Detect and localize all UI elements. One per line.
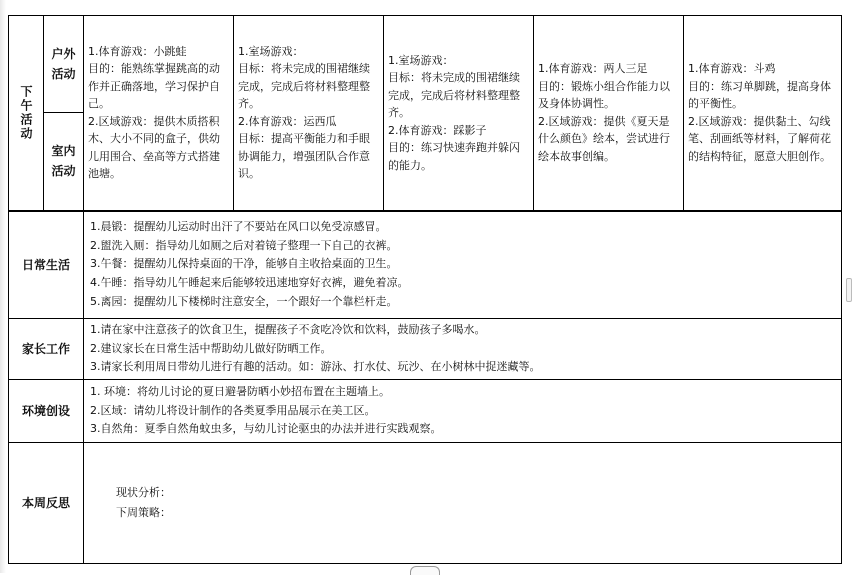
parent-work-list bbox=[84, 319, 841, 379]
page-edge-marker bbox=[846, 278, 852, 302]
parent-work-label-cell bbox=[9, 319, 84, 380]
day-5-line-2: 目的：练习单脚跳，提高身体的平衡性。 bbox=[688, 79, 831, 111]
afternoon-label-cell bbox=[9, 16, 44, 211]
environment-item-2: 2.区域：请幼儿将设计制作的各类夏季用品展示在美工区。 bbox=[90, 403, 376, 417]
day-1-line-2: 目的：能熟练掌握跳高的动作并正确落地，学习保护自己。 bbox=[88, 62, 220, 111]
parent-work-item-1: 1.请在家中注意孩子的饮食卫生，提醒孩子不贪吃冷饮和饮料，鼓励孩子多喝水。 bbox=[90, 323, 486, 337]
day-3-line-2: 目标：将未完成的围裙继续完成，完成后将材料整理整齐。 bbox=[388, 71, 520, 119]
daily-life-list bbox=[84, 216, 841, 313]
day-2-content bbox=[234, 41, 383, 185]
parent-work-item-2: 2.建议家长在日常生活中帮助幼儿做好防晒工作。 bbox=[90, 341, 332, 355]
day-5-content bbox=[684, 58, 841, 167]
day-4-content bbox=[534, 58, 683, 167]
afternoon-label: 下午活动 bbox=[19, 84, 33, 141]
environment-item-1: 1. 环境：将幼儿讨论的夏日避暑防晒小妙招布置在主题墙上。 bbox=[90, 385, 390, 399]
environment-item-3: 3.自然角：夏季自然角蚊虫多，与幼儿讨论驱虫的办法并进行实践观察。 bbox=[90, 422, 442, 436]
daily-life-content-cell bbox=[84, 211, 842, 319]
environment-row bbox=[9, 380, 842, 443]
indoor-label: 室内活动 bbox=[51, 144, 76, 179]
daily-life-label-cell bbox=[9, 211, 84, 319]
environment-label: 环境创设 bbox=[21, 404, 70, 418]
daily-life-item-4: 4.午睡：指导幼儿午睡起来后能够较迅速地穿好衣裤，避免着凉。 bbox=[90, 276, 409, 290]
reflection-row bbox=[9, 443, 842, 564]
day-4-cell bbox=[534, 16, 684, 211]
outdoor-label: 户外活动 bbox=[51, 47, 76, 81]
reflection-label-cell bbox=[9, 443, 84, 564]
parent-work-content-cell bbox=[84, 319, 842, 380]
day-4-line-2: 目的：锻炼小组合作能力以及身体协调性。 bbox=[538, 79, 670, 111]
reflection-label: 本周反思 bbox=[21, 496, 70, 510]
afternoon-outdoor-row bbox=[9, 16, 842, 113]
day-4-line-3: 2.区域游戏：提供《夏天是什么颜色》绘本，尝试进行绘本故事创编。 bbox=[538, 114, 670, 163]
day-1-line-3: 2.区域游戏：提供木质搭积木、大小不同的盒子，供幼儿用围合、垒高等方式搭建池塘。 bbox=[88, 114, 220, 181]
parent-work-item-3: 3.请家长利用周日带幼儿进行有趣的活动。如：游泳、打水仗、玩沙、在小树林中捉迷藏等。 bbox=[90, 360, 541, 374]
parent-work-label: 家长工作 bbox=[21, 342, 70, 356]
environment-list bbox=[84, 381, 841, 441]
weekly-plan-table bbox=[8, 15, 842, 564]
parent-work-row bbox=[9, 319, 842, 380]
environment-content-cell bbox=[84, 380, 842, 443]
daily-life-item-5: 5.离园：提醒幼儿下楼梯时注意安全，一个跟好一个靠栏杆走。 bbox=[90, 294, 398, 308]
day-3-content bbox=[384, 50, 533, 177]
day-3-line-4: 目的：练习快速奔跑并躲闪的能力。 bbox=[388, 141, 520, 172]
daily-life-item-3: 3.午餐：提醒幼儿保持桌面的干净，能够自主收拾桌面的卫生。 bbox=[90, 257, 398, 271]
day-1-line-1: 1.体育游戏：小跳蛙 bbox=[88, 44, 187, 58]
day-4-line-1: 1.体育游戏：两人三足 bbox=[538, 62, 648, 76]
day-5-line-1: 1.体育游戏：斗鸡 bbox=[688, 62, 776, 76]
daily-life-row bbox=[9, 211, 842, 319]
day-5-line-3: 2.区域游戏：提供黏土、勾线笔、刮画纸等材料，了解荷花的结构特征，愿意大胆创作。 bbox=[688, 114, 831, 163]
day-2-line-1: 1.室场游戏： bbox=[238, 44, 304, 58]
environment-label-cell bbox=[9, 380, 84, 443]
outdoor-label-cell bbox=[44, 16, 84, 113]
day-5-cell bbox=[684, 16, 842, 211]
reflection-content bbox=[84, 483, 841, 523]
day-1-cell bbox=[84, 16, 234, 211]
day-2-line-3: 2.体育游戏：运西瓜 bbox=[238, 114, 337, 128]
reflection-status: 现状分析： bbox=[116, 486, 171, 499]
daily-life-item-2: 2.盥洗入厕：指导幼儿如厕之后对着镜子整理一下自己的衣裤。 bbox=[90, 238, 398, 252]
reflection-strategy: 下周策略： bbox=[116, 506, 171, 519]
day-1-content bbox=[84, 41, 233, 185]
indoor-label-cell bbox=[44, 113, 84, 211]
day-2-line-2: 目标：将未完成的围裙继续完成，完成后将材料整理整齐。 bbox=[238, 62, 370, 111]
day-3-cell bbox=[384, 16, 534, 211]
scroll-handle[interactable] bbox=[410, 566, 440, 575]
day-3-line-3: 2.体育游戏：踩影子 bbox=[388, 123, 487, 137]
day-2-line-4: 目标：提高平衡能力和手眼协调能力，增强团队合作意识。 bbox=[238, 132, 370, 181]
day-2-cell bbox=[234, 16, 384, 211]
reflection-content-cell bbox=[84, 443, 842, 564]
daily-life-item-1: 1.晨锻：提醒幼儿运动时出汗了不要站在风口以免受凉感冒。 bbox=[90, 220, 387, 234]
day-3-line-1: 1.室场游戏： bbox=[388, 53, 454, 67]
page-left-shadow bbox=[0, 0, 6, 573]
daily-life-label: 日常生活 bbox=[21, 257, 70, 272]
